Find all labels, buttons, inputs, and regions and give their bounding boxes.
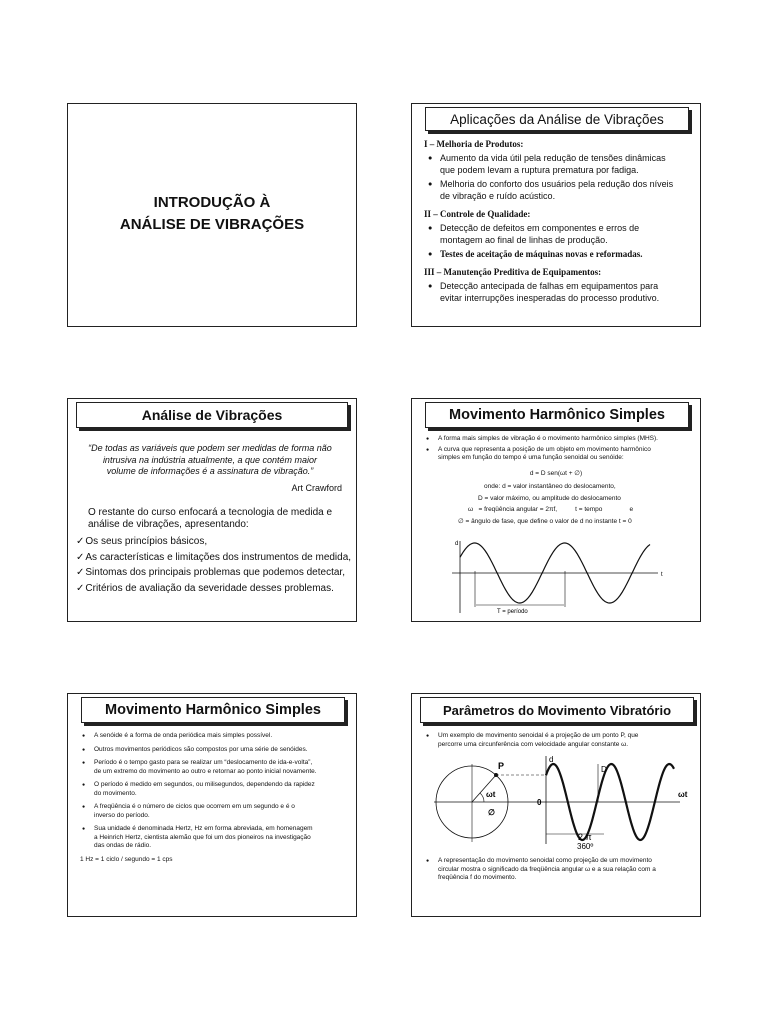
slide-1-title bbox=[68, 192, 356, 236]
list-item bbox=[426, 446, 696, 463]
slide-6 bbox=[411, 693, 701, 917]
list-item bbox=[82, 781, 352, 798]
section-heading: III – Manutenção Preditiva de Equipamentos: bbox=[424, 267, 602, 277]
list-item-line: ● A curva que representa a posição de um objeto em movimento harmônico bbox=[438, 445, 651, 453]
period-label: T = período bbox=[497, 609, 528, 615]
section-heading: I – Melhoria de Produtos: bbox=[424, 139, 524, 149]
d-label: d bbox=[549, 755, 554, 764]
slide-1-title-line-2: ANÁLISE DE VIBRAÇÕES bbox=[119, 216, 305, 233]
list-item-line: ● Detecção antecipada de falhas em equipamentos para bbox=[440, 281, 659, 291]
slide-5-title: Movimento Harmônico Simples bbox=[81, 697, 345, 723]
list-item bbox=[428, 152, 694, 176]
list-item bbox=[428, 222, 694, 246]
check-item: ✓ Os seus princípios básicos, bbox=[76, 534, 354, 550]
origin-label: 0 bbox=[537, 798, 542, 807]
list-item-line: inverso do período. bbox=[94, 811, 150, 819]
amplitude-label: D bbox=[601, 765, 607, 774]
list-item-line: ● Período é o tempo gasto para se realizar um “deslocamento de ida-e-volta”, bbox=[94, 759, 313, 766]
check-item: ✓ Sintomas dos principais problemas que podemos detectar, bbox=[76, 565, 354, 581]
wt-axis-label: ωt bbox=[678, 790, 688, 799]
intro-line: O restante do curso enfocará a tecnologia de medida e bbox=[88, 507, 333, 518]
list-item bbox=[82, 803, 352, 820]
angle-arc bbox=[480, 793, 484, 802]
list-item-line: ● Um exemplo de movimento senoidal é a projeção de um ponto P, que bbox=[438, 732, 639, 739]
definition-line: onde: d = valor instantâneo do deslocamento, bbox=[484, 483, 616, 490]
list-item-line: a Heinrich Hertz, cientista alemão que foi um dos pioneiros na investigação bbox=[94, 833, 311, 841]
list-item-line: freqüência f do movimento. bbox=[438, 874, 517, 881]
slide-2 bbox=[411, 103, 701, 327]
list-item-line: percorre uma circunferência com velocidade angular constante ω. bbox=[438, 740, 629, 748]
list-item-line: circular mostra o significado da freqüência angular ω e a sua relação com a bbox=[438, 865, 656, 873]
list-item bbox=[428, 178, 694, 202]
slide-5 bbox=[67, 693, 357, 917]
list-item-line: ● Melhoria do conforto dos usuários pela redução dos níveis bbox=[440, 179, 674, 189]
slide-2-title: Aplicações da Análise de Vibrações bbox=[425, 107, 689, 131]
definition-line: D = valor máximo, ou amplitude do deslocamento bbox=[478, 494, 621, 502]
list-item-line: ● A representação do movimento senoidal como projeção de um movimento bbox=[438, 857, 652, 864]
list-item bbox=[428, 280, 694, 304]
p-label: P bbox=[498, 761, 505, 771]
list-item-line: do movimento. bbox=[94, 789, 137, 797]
list-item-line: ● A freqüência é o número de ciclos que ocorrem em um segundo e é o bbox=[94, 803, 295, 810]
quote-line: “De todas as variáveis que podem ser medidas de forma não bbox=[88, 443, 332, 453]
definition-line: ω = freqüência angular = 2πf, t = tempo e bbox=[468, 506, 634, 513]
list-item-line: ● Sua unidade é denominada Hertz, Hz em forma abreviada, em homenagem bbox=[94, 825, 313, 832]
list-item-line: montagem ao final de linhas de produção. bbox=[440, 235, 608, 245]
list-item bbox=[426, 857, 696, 883]
list-item-line: simples em função do tempo é uma função senoidal ou senóide: bbox=[438, 454, 624, 461]
definitions bbox=[442, 481, 690, 527]
list-item-line: evitar interrupções inesperadas do processo produtivo. bbox=[440, 293, 660, 303]
definition-line: ∅ = ângulo de fase, que define o valor de d no instante t = 0 bbox=[458, 517, 632, 525]
list-item bbox=[82, 825, 352, 851]
list-item: ● A senóide é a forma de onda periódica mais simples possível. bbox=[82, 732, 352, 741]
quote-author: Art Crawford bbox=[291, 483, 342, 493]
hertz-definition: 1 Hz = 1 ciclo / segundo = 1 cps bbox=[80, 855, 173, 863]
wt-angle-label: ωt bbox=[486, 790, 496, 799]
degrees-label: 360º bbox=[577, 842, 594, 851]
slide-1 bbox=[67, 103, 357, 327]
list-item bbox=[428, 248, 694, 260]
formula: d = D sen(ωt + ∅) bbox=[529, 470, 583, 477]
slide-6-title: Parâmetros do Movimento Vibratório bbox=[420, 697, 694, 723]
list-item bbox=[426, 732, 696, 749]
list-item: ● Outros movimentos periódicos são compostos por uma série de senóides. bbox=[82, 746, 352, 755]
slide-4 bbox=[411, 398, 701, 622]
circle-sine-diagram bbox=[412, 752, 702, 856]
slide-1-title-line-1: INTRODUÇÃO À bbox=[153, 194, 271, 211]
list-item: ● A forma mais simples de vibração é o movimento harmônico simples (MHS). bbox=[426, 435, 696, 444]
slide-3-title: Análise de Vibrações bbox=[76, 402, 348, 428]
slide-5-body bbox=[82, 732, 352, 864]
list-item-line: ● Detecção de defeitos em componentes e erros de bbox=[440, 223, 640, 233]
x-axis-label: t bbox=[661, 572, 663, 578]
list-item-line: de um extremo do movimento ao outro e retornar ao ponto inicial novamente. bbox=[94, 767, 317, 775]
check-item: ✓ Critérios de avaliação da severidade desses problemas. bbox=[76, 581, 354, 597]
list-item-line: ● Aumento da vida útil pela redução de tensões dinâmicas bbox=[440, 153, 666, 163]
slide-3-quote bbox=[72, 443, 348, 478]
check-item: ✓ As características e limitações dos instrumentos de medida, bbox=[76, 550, 354, 566]
slide-4-title: Movimento Harmônico Simples bbox=[425, 402, 689, 428]
list-item-line: ● Testes de aceitação de máquinas novas e reformadas. bbox=[440, 249, 643, 259]
slide-3-body bbox=[76, 507, 354, 596]
section-heading: II – Controle de Qualidade: bbox=[424, 209, 531, 219]
intro-line: análise de vibrações, apresentando: bbox=[88, 519, 249, 530]
list-item-line: de vibração e ruído acústico. bbox=[440, 191, 556, 201]
phase-label: ∅ bbox=[488, 808, 495, 817]
list-item bbox=[82, 759, 352, 776]
two-pi-label: 2 π bbox=[578, 832, 592, 842]
intro-text bbox=[76, 507, 354, 531]
list-item-line: que podem levam a ruptura prematura por fadiga. bbox=[440, 165, 639, 175]
y-axis-label: d bbox=[455, 541, 459, 547]
slide-4-body bbox=[426, 435, 696, 463]
list-item-line: ● O período é medido em segundos, ou milisegundos, dependendo da rapidez bbox=[94, 781, 315, 788]
list-item-line: das ondas de rádio. bbox=[94, 842, 152, 849]
slide-2-body bbox=[424, 138, 694, 304]
slide-3 bbox=[67, 398, 357, 622]
sine-graph bbox=[412, 533, 702, 617]
quote-line: intrusiva na indústria atualmente, a que contém maior bbox=[102, 454, 318, 465]
quote-line: volume de informações é a assinatura de vibração.” bbox=[106, 466, 314, 476]
